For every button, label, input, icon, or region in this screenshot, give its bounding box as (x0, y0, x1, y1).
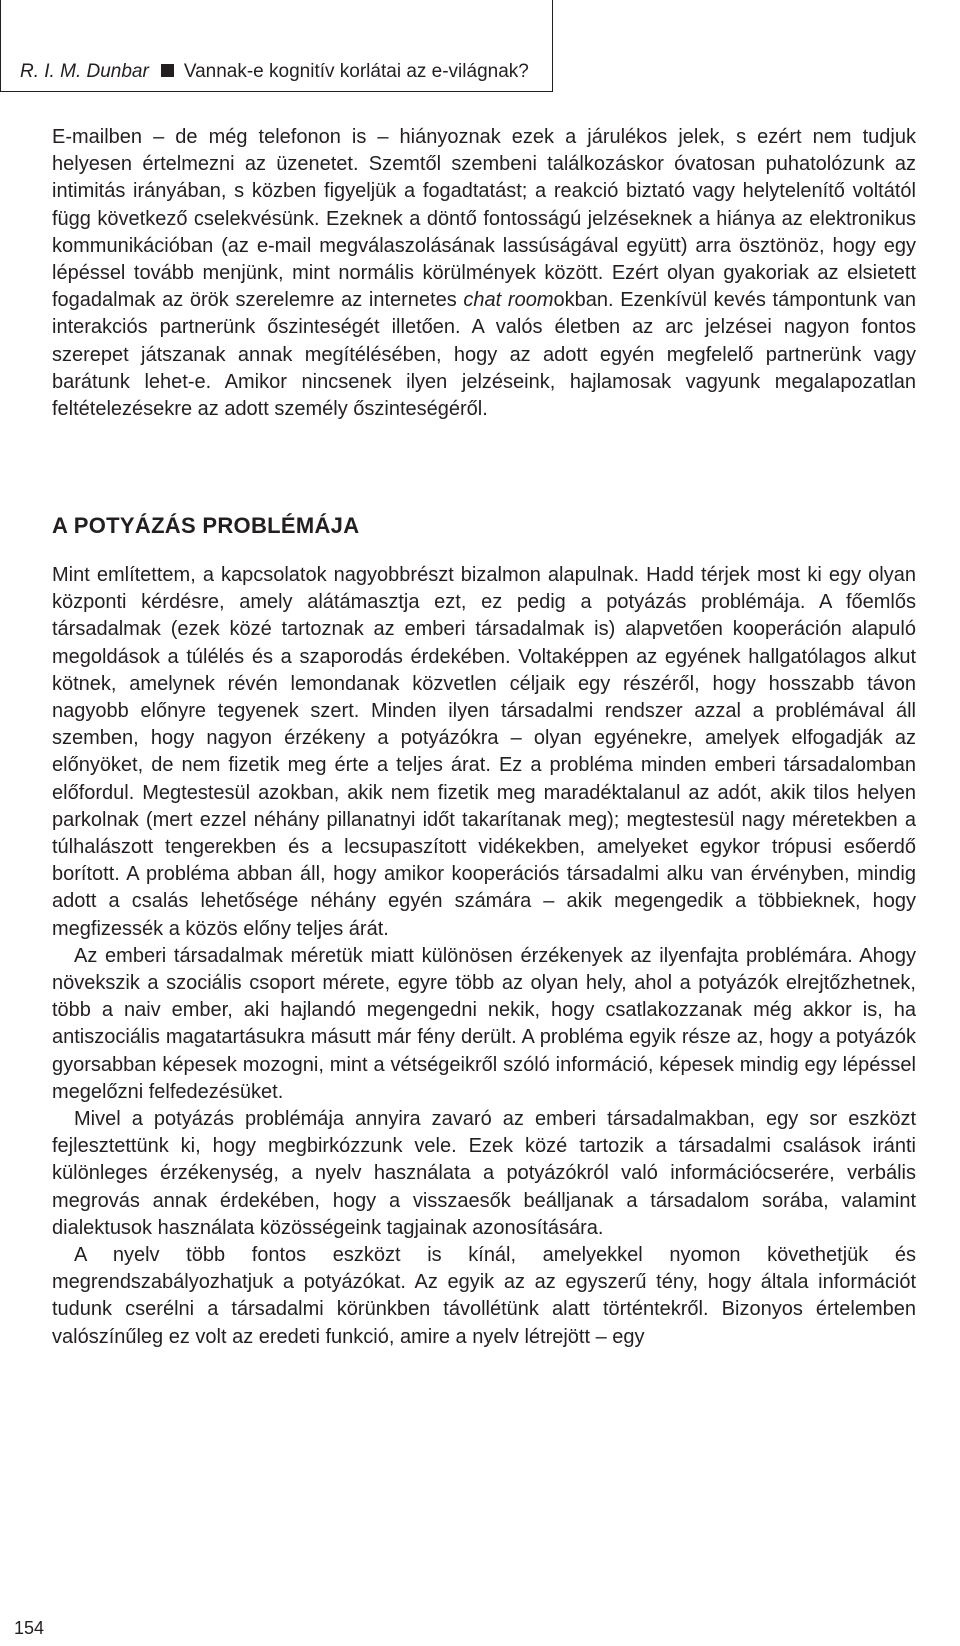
body-paragraph: Mivel a potyázás problémája annyira zavaró az emberi társadalmakban, egy sor eszközt fejlesztettünk ki, hogy megbirkózzunk vele. Ezek közé tartozik a társadalmi csalások iránti különleges érzékenység, a nyelv használata a potyázókról való információcserére, verbális megrovás annak érdekében, hogy a visszaesők beálljanak a társadalom sorába, valamint dialektusok használata közösségeink tagjainak azonosítására. (52, 1108, 916, 1239)
page-number: 154 (14, 1618, 45, 1638)
header-rule-bottom (0, 91, 553, 92)
running-head-author: R. I. M. Dunbar (20, 61, 149, 82)
body-paragraph: Az emberi társadalmak méretük miatt különösen érzékenyek az ilyenfajta problémára. Ahogy növekszik a szociális csoport mérete, egyre több az olyan hely, ahol a potyázók elrejtőzhetnek, több a naiv ember, aki hajlandó megengedni nekik, hogy csatlakozzanak még akkor is, ha antiszociális magatartásukra másutt már fény derült. A probléma egyik része az, hogy a potyázók gyorsabban képesek mozogni, mint a vétségeikről szóló információ, képesek mindig egy lépéssel megelőzni felfedezésüket. (52, 944, 916, 1103)
body-paragraph: Mint említettem, a kapcsolatok nagyobbrészt bizalmon alapulnak. Hadd térjek most ki egy olyan központi kérdésre, amely alátámasztja ezt, ez pedig a potyázás problémája. A főemlős társadalmak (ezek közé tartoznak az emberi társadalmak is) alapvetően kooperáción alapuló megoldások a túlélés és a szaporodás érdekében. Voltaképpen az egyének hallgatólagos alkut kötnek, amelynek révén lemondanak közvetlen céljaik egy részéről, hogy hosszabb távon nagyobb előnyre tegyenek szert. Minden ilyen társadalmi rendszer azzal a problémával áll szemben, hogy nagyon érzékeny a potyázókra – olyan egyénekre, amelyek elfogadják az előnyöket, de nem fizetik meg érte a teljes árat. Ez a probléma minden emberi társadalomban előfordul. Megtestesül azokban, akik nem fizetik meg maradéktalanul az adót, akik tilos helyen parkolnak (mert ezzel néhány pillanatnyi időt takarítanak meg); megtestesül nagy méretekben a túlhalászott tengerekben és a lecsupaszított vidékekben, amelyeket egykor trópusi esőerdő borított. A probléma abban áll, hogy amikor kooperációs társadalmi alku van érvényben, mindig adott a csalás lehetősége néhány egyén számára – akik megengedik a többieknek, hogy megfizessék a közös előny teljes árát. (52, 564, 916, 940)
header-rule-right (552, 0, 553, 92)
section-heading: A POTYÁZÁS PROBLÉMÁJA (52, 513, 360, 538)
header-rule-left (0, 0, 1, 92)
intro-paragraph (52, 124, 916, 423)
intro-text-part-1: E-mailben – de még telefonon is – hiányoznak ezek a járulékos jelek, s ezért nem tudjuk helyesen értelmezni az üzenetet. Szemtől szembeni találkozáskor óvatosan puhatolózunk az intimitás irányában, s közben figyeljük a fogadtatást; a reakció biztató vagy helytelenítő voltától függ következő cselekvésünk. Ezeknek a döntő fontosságú jelzéseknek a hiánya az elektronikus kommunikációban (az e-mail megválaszolásának lassúságával együtt) arra ösztönöz, hogy egy lépéssel tovább menjünk, mint normális körülmények között. Ezért olyan gyakoriak az elsietett fogadalmak az örök szerelemre az internetes (52, 126, 916, 312)
intro-italic-term: chat room (463, 289, 554, 312)
body-paragraph: A nyelv több fontos eszközt is kínál, amelyekkel nyomon követhetjük és megrendszabályozhatjuk a potyázókat. Az egyik az az egyszerű tény, hogy általa információt tudunk cserélni a társadalmi körünkben távollétünk alatt történtekről. Bizonyos értelemben valószínűleg ez volt az eredeti funkció, amire a nyelv létrejött – egy (52, 1244, 916, 1348)
square-separator-icon (161, 64, 174, 77)
running-head-title: Vannak-e kognitív korlátai az e-világnak? (183, 61, 529, 82)
running-head (20, 60, 529, 84)
section-body (52, 562, 916, 1351)
intro-text-part-2: okban. Ezenkívül kevés támpontunk van interakciós partnerünk őszinteségét illetően. A valós életben az arc jelzései nagyon fontos szerepet játszanak annak megítélésében, hogy az adott egyén megfelelő partnerünk vagy barátunk lehet-e. Amikor nincsenek ilyen jelzéseink, hajlamosak vagyunk megalapozatlan feltételezésekre az adott személy őszinteségéről. (52, 289, 916, 421)
